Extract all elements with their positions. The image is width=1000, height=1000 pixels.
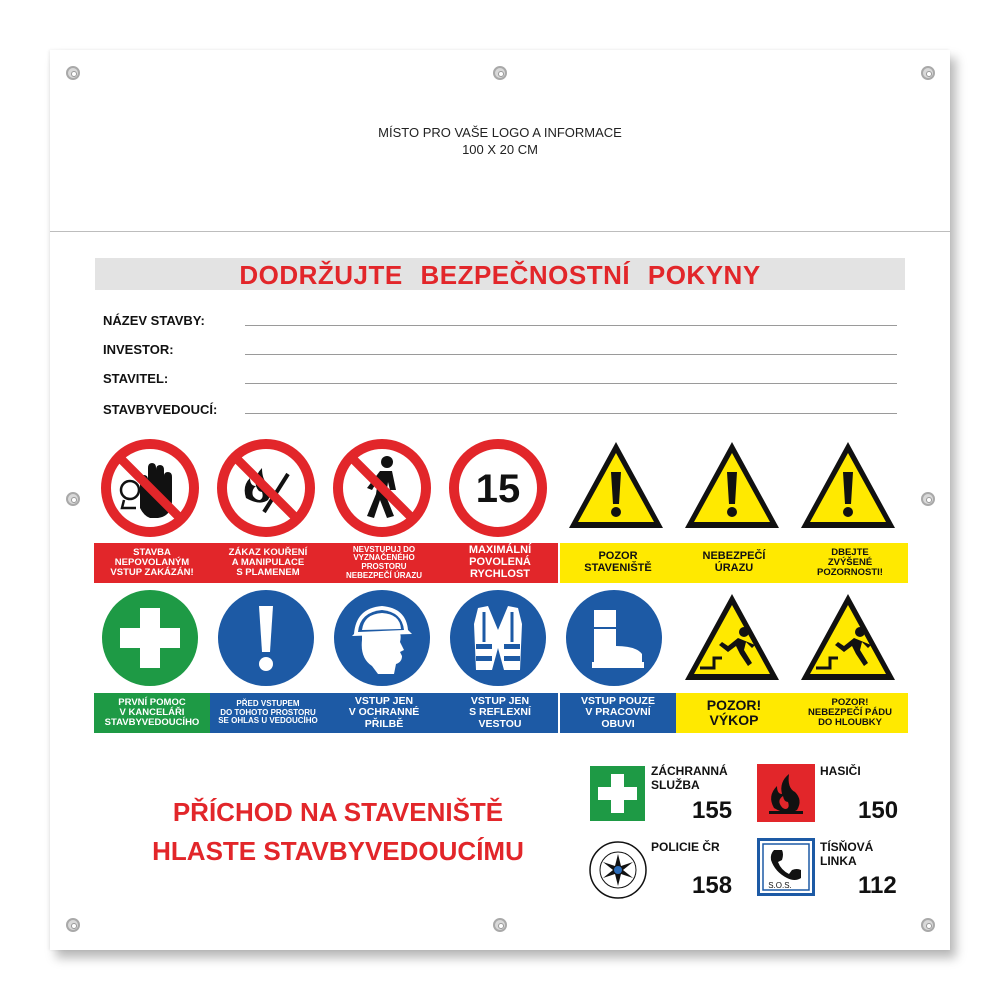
emergency-number: 112 [858,872,897,899]
field-line [245,413,897,414]
emergency-number: 150 [858,797,899,824]
first-aid-icon [100,588,200,688]
grommet-icon [921,918,935,932]
emergency-label: TÍSŇOVÁ LINKA [820,840,874,869]
grommet-icon [66,918,80,932]
grommet-icon [493,66,507,80]
sign-caption: VSTUP JEN S REFLEXNÍ VESTOU [442,693,558,733]
grommet-icon [66,492,80,506]
police-badge-icon [588,840,648,900]
field-label-stavitel: STAVITEL: [103,371,169,386]
sign-caption: VSTUP POUZE V PRACOVNÍ OBUVI [560,693,676,733]
footer-line1: PŘÍCHOD NA STAVENIŠTĚ [172,797,504,827]
field-label-investor: INVESTOR: [103,342,174,357]
grommet-icon [921,492,935,506]
field-line [245,325,897,326]
speed-limit-value: 15 [475,467,521,511]
sign-caption: VSTUP JEN V OCHRANNÉ PŘILBĚ [326,693,442,733]
warning-exclamation-icon [798,436,898,536]
sign-caption: ZÁKAZ KOUŘENÍ A MANIPULACE S PLAMENEM [210,543,326,583]
phone-sos-icon [757,838,815,896]
sign-caption: NEBEZPEČÍ ÚRAZU [676,543,792,583]
warning-exclamation-icon [566,436,666,536]
field-line [245,354,897,355]
field-label-nazev: NÁZEV STAVBY: [103,313,205,328]
sign-caption: POZOR! VÝKOP [676,693,792,733]
logo-info-line2: 100 X 20 CM [462,142,538,157]
sign-caption: STAVBA NEPOVOLANÝM VSTUP ZAKÁZÁN! [94,543,210,583]
sign-caption: DBEJTE ZVÝŠENÉ POZORNOSTI! [792,543,908,583]
emergency-label: POLICIE ČR [651,840,720,854]
no-pedestrian-icon [332,438,432,538]
sign-caption: MAXIMÁLNÍ POVOLENÁ RYCHLOST [442,543,558,583]
sign-caption: NEVSTUPUJ DO VYZNAČENÉHO PROSTORU NEBEZPEČÍ ÚRAZU [326,543,442,583]
fire-icon [757,764,815,822]
hard-hat-icon [332,588,432,688]
emergency-number: 155 [692,797,733,824]
grommet-icon [493,918,507,932]
sign-caption: POZOR! NEBEZPEČÍ PÁDU DO HLOUBKY [792,693,908,733]
grommet-icon [921,66,935,80]
sign-caption: PRVNÍ POMOC V KANCELÁŘI STAVBYVEDOUCÍHO [94,693,210,733]
emergency-label: ZÁCHRANNÁ SLUŽBA [651,764,728,793]
footer-line2: HLASTE STAVBYVEDOUCÍMU [152,836,524,866]
sos-text: S.O.S. [768,881,792,890]
header-divider [50,231,950,232]
falling-person-icon [682,588,782,688]
warning-exclamation-icon [682,436,782,536]
emergency-number: 158 [692,872,733,899]
field-label-stavbyvedouci: STAVBYVEDOUCÍ: [103,402,218,417]
field-line [245,383,897,384]
emergency-label: HASIČI [820,764,861,778]
sign-caption: POZOR STAVENIŠTĚ [560,543,676,583]
exclamation-mandatory-icon [216,588,316,688]
page-title: DODRŽUJTE BEZPEČNOSTNÍ POKYNY [239,260,761,290]
no-smoking-icon [216,438,316,538]
reflective-vest-icon [448,588,548,688]
speed-limit-icon [448,438,548,538]
first-aid-icon [590,766,645,821]
sign-caption: PŘED VSTUPEM DO TOHOTO PROSTORU SE OHLAS U VEDOUCÍHO [210,693,326,733]
no-entry-hand-icon [100,438,200,538]
grommet-icon [66,66,80,80]
safety-boot-icon [564,588,664,688]
logo-info-line1: MÍSTO PRO VAŠE LOGO A INFORMACE [378,125,622,140]
falling-person-icon [798,588,898,688]
